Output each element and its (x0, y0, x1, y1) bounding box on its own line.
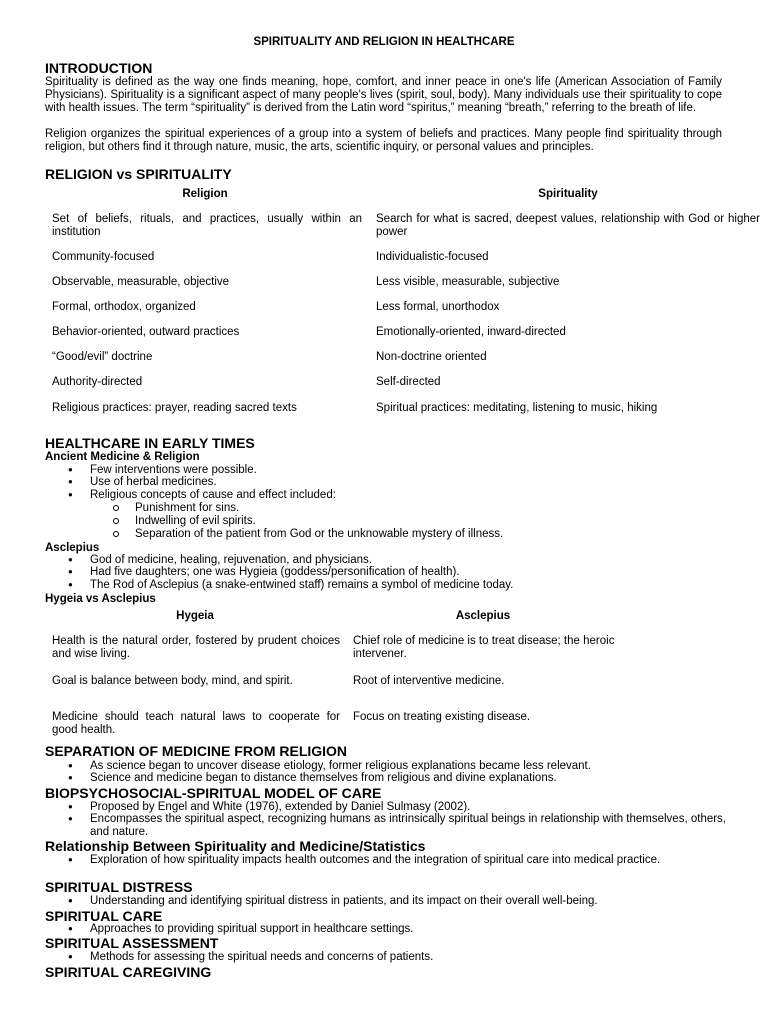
table-cell: Emotionally-oriented, inward-directed (376, 326, 566, 338)
list-item: As science began to uncover disease etiology, former religious explanations became less relevant. (90, 760, 591, 772)
table-cell: Individualistic-focused (376, 251, 489, 263)
early-times-heading: HEALTHCARE IN EARLY TIMES (45, 435, 255, 451)
list-item: God of medicine, healing, rejuvenation, and physicians. (90, 554, 372, 566)
table-cell: Religious practices: prayer, reading sacred texts (52, 402, 297, 414)
list-item: Few interventions were possible. (90, 464, 257, 476)
table-cell: Set of beliefs, rituals, and practices, usually within an institution (52, 213, 362, 238)
bullet-dot: ● (68, 761, 73, 770)
bullet-dot: ● (68, 567, 73, 576)
asclepius-subheading: Asclepius (45, 542, 100, 554)
intro-paragraph-2: Religion organizes the spiritual experiences of a group into a system of beliefs and practices. Many people find spirituality through religion, but others find it through nature, music, the arts, scientific inquiry, or personal values and principles. (45, 128, 722, 153)
list-item: Indwelling of evil spirits. (135, 515, 256, 527)
ancient-medicine-subheading: Ancient Medicine & Religion (45, 451, 200, 463)
spirituality-column-header: Spirituality (538, 188, 598, 200)
spiritual-care-heading: SPIRITUAL CARE (45, 908, 163, 924)
list-item: Religious concepts of cause and effect included: (90, 489, 336, 501)
table-cell: Formal, orthodox, organized (52, 301, 196, 313)
religion-vs-spirituality-heading: RELIGION vs SPIRITUALITY (45, 166, 232, 182)
table-cell: Search for what is sacred, deepest values, relationship with God or higher power (376, 213, 760, 238)
intro-heading: INTRODUCTION (45, 60, 153, 76)
separation-heading: SEPARATION OF MEDICINE FROM RELIGION (45, 743, 348, 759)
table-cell: Observable, measurable, objective (52, 276, 230, 288)
asclepius-column-header: Asclepius (455, 610, 511, 622)
bullet-dot: ● (68, 924, 73, 933)
relationship-heading: Relationship Between Spirituality and Medicine/Statistics (45, 838, 426, 854)
list-item: Encompasses the spiritual aspect, recognizing humans as intrinsically spiritual beings in relationship with themselves, others, and nature. (90, 813, 727, 838)
bullet-dot: ● (68, 896, 73, 905)
intro-paragraph-1: Spirituality is defined as the way one finds meaning, hope, comfort, and inner peace in one's life (American Association of Family Physicians). Spirituality is a significant aspect of many people's lives (spirit, soul, body). Many individuals use their spirituality to cope with health issues. The term “spirituality” is derived from the Latin word “spiritus,” meaning “breath,” referring to the breath of life. (45, 76, 722, 114)
table-cell: “Good/evil” doctrine (52, 351, 153, 363)
table-cell: Focus on treating existing disease. (353, 711, 531, 723)
table-cell: Community-focused (52, 251, 155, 263)
table-cell: Chief role of medicine is to treat disease; the heroic intervener. (353, 635, 615, 660)
sub-bullet-circle (113, 518, 119, 524)
table-cell: Goal is balance between body, mind, and spirit. (52, 675, 293, 687)
table-cell: Less formal, unorthodox (376, 301, 500, 313)
table-cell: Medicine should teach natural laws to cooperate for good health. (52, 711, 340, 736)
bullet-dot: ● (68, 490, 73, 499)
list-item: Understanding and identifying spiritual distress in patients, and its impact on their overall well-being. (90, 895, 598, 907)
hygeia-vs-asclepius-subheading: Hygeia vs Asclepius (45, 593, 156, 605)
bullet-dot: ● (68, 465, 73, 474)
table-cell: Self-directed (376, 376, 441, 388)
document-title: SPIRITUALITY AND RELIGION IN HEALTHCARE (253, 36, 515, 48)
bullet-dot: ● (68, 855, 73, 864)
list-item: Punishment for sins. (135, 502, 240, 514)
list-item: The Rod of Asclepius (a snake-entwined staff) remains a symbol of medicine today. (90, 579, 514, 591)
religion-column-header: Religion (182, 188, 228, 200)
table-cell: Less visible, measurable, subjective (376, 276, 560, 288)
bullet-dot: ● (68, 773, 73, 782)
bullet-dot: ● (68, 555, 73, 564)
biopsychosocial-heading: BIOPSYCHOSOCIAL-SPIRITUAL MODEL OF CARE (45, 785, 382, 801)
sub-bullet-circle (113, 531, 119, 537)
hygeia-column-header: Hygeia (176, 610, 214, 622)
table-cell: Spiritual practices: meditating, listening to music, hiking (376, 402, 658, 414)
bullet-dot: ● (68, 814, 73, 823)
list-item: Science and medicine began to distance themselves from religious and divine explanations. (90, 772, 557, 784)
bullet-dot: ● (68, 802, 73, 811)
list-item: Approaches to providing spiritual support in healthcare settings. (90, 923, 414, 935)
list-item: Exploration of how spirituality impacts health outcomes and the integration of spiritual care into medical practice. (90, 854, 661, 866)
list-item: Separation of the patient from God or the unknowable mystery of illness. (135, 528, 504, 540)
list-item: Methods for assessing the spiritual needs and concerns of patients. (90, 951, 434, 963)
spiritual-caregiving-heading: SPIRITUAL CAREGIVING (45, 964, 212, 980)
bullet-dot: ● (68, 580, 73, 589)
table-cell: Health is the natural order, fostered by prudent choices and wise living. (52, 635, 340, 660)
spiritual-distress-heading: SPIRITUAL DISTRESS (45, 879, 193, 895)
bullet-dot: ● (68, 952, 73, 961)
spiritual-assessment-heading: SPIRITUAL ASSESSMENT (45, 935, 219, 951)
table-cell: Behavior-oriented, outward practices (52, 326, 240, 338)
table-cell: Non-doctrine oriented (376, 351, 487, 363)
bullet-dot: ● (68, 477, 73, 486)
list-item: Use of herbal medicines. (90, 476, 217, 488)
list-item: Had five daughters; one was Hygieia (goddess/personification of health). (90, 566, 460, 578)
table-cell: Root of interventive medicine. (353, 675, 505, 687)
table-cell: Authority-directed (52, 376, 143, 388)
sub-bullet-circle (113, 505, 119, 511)
list-item: Proposed by Engel and White (1976), extended by Daniel Sulmasy (2002). (90, 801, 471, 813)
